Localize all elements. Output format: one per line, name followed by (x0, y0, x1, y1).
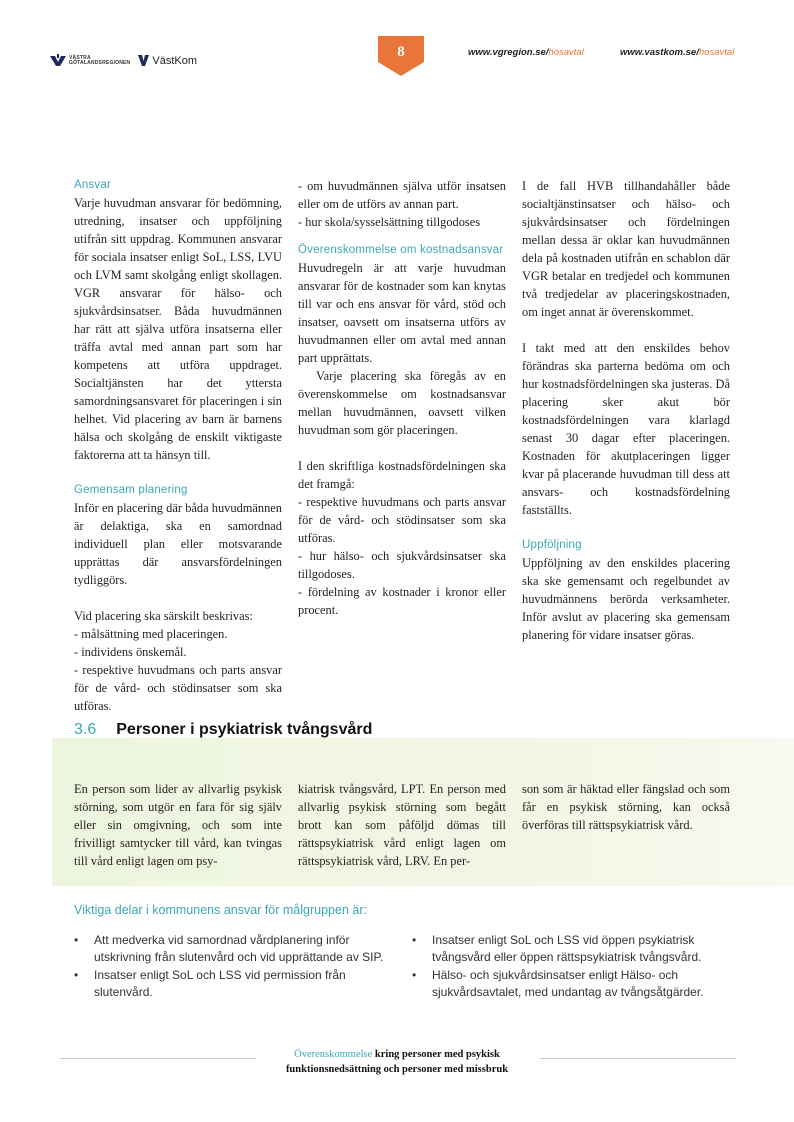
footer-title: Överenskommelse kring personer med psykisk funktionsnedsättning och personer med missbruk (285, 1049, 509, 1075)
important-list-right (412, 932, 732, 1002)
gemensam-planering-heading: Gemensam planering (74, 484, 188, 496)
page-number: 8 (397, 44, 405, 60)
vgr-flag-icon (50, 54, 66, 67)
list-item: - om huvudmännen själva utför insatsen eller om de utförs av annan part. (298, 179, 506, 211)
vastkom-logo-text: VästKom (152, 54, 198, 67)
list-item: - målsättning med placeringen. (74, 627, 228, 641)
vgregion-link[interactable]: www.vgregion.se/hosavtal (468, 47, 584, 58)
list-item: • Hälso- och sjukvårdsinsatser enligt Hälso- och sjukvårdsavtalet, med undantag av tvångsåtgärder. (412, 967, 732, 1001)
section-paragraph-col-3: son som är häktad eller fängslad och som får en psykisk störning, kan också överföras till rättspsykiatrisk vård. (522, 782, 730, 832)
list-item: - hur skola/sysselsättning tillgodoses (298, 215, 481, 229)
skriftliga-intro: I den skriftliga kostnadsfördelningen ska det framgå: (298, 459, 506, 491)
ansvar-paragraph: Varje huvudman ansvarar för bedömning, utredning, insatser och uppföljning utifrån sitt uppdrag. Kommunen ansvarar för sociala insatser enligt SoL, LSS, LVU och LVM samt skolgång enligt skollagen. VGR ansvarar för hälso- och sjukvårdsinsatser. Båda huvudmännen har rätt att själva utföra insatserna eller träffa avtal med annan part som har kompetens att utföra uppdraget. Socialtjänsten har det yttersta samordningsansvaret för placeringen i sin helhet. Vid placering av barn är barnens hälsa och skolgång de enskilt viktigaste faktorerna att ta hänsyn till. (74, 196, 282, 462)
list-item: - respektive huvudmans och parts ansvar för de vård- och stödinsatser som ska utföras. (74, 663, 282, 713)
takt-paragraph: I takt med att den enskildes behov förändras ska parterna bedöma om och hur kostnadsfördelningen ska justeras. Då placering sker akut bör kostnadsfördelningen vara klarlagd senast 30 dagar efter placeringen. Kostnaden för akutplaceringen ligger kvar på placerande huvudman till dess att ansvars- och kostnadsfördelning fastställts. (522, 341, 730, 517)
header-logos (50, 54, 197, 67)
important-heading: Viktiga delar i kommunens ansvar för målgruppen är: (74, 903, 367, 917)
list-item: - hur hälso- och sjukvårdsinsatser ska tillgodoses. (298, 549, 506, 581)
vastkom-link[interactable]: www.vastkom.se/hosavtal (620, 47, 735, 58)
gemensam-planering-paragraph: Inför en placering där båda huvudmännen är delaktiga, ska en samordnad individuell plan eller motsvarande upprättas där ansvarsfördelningen tydliggörs. (74, 501, 282, 587)
beskrivas-intro: Vid placering ska särskilt beskrivas: (74, 609, 253, 623)
section-title: Personer i psykiatrisk tvångsvård (116, 721, 373, 738)
column-1 (74, 177, 282, 715)
section-paragraph-col-1: En person som lider av allvarlig psykisk störning, som utgör en fara för sig själv eller sin omgivning, och som inte frivilligt samtycker till vård, kan tvingas till vård enligt lagen om psy- (74, 782, 282, 868)
section-number: 3.6 (74, 721, 97, 738)
section-paragraph-col-2: kiatrisk tvångsvård, LPT. En person med allvarlig psykisk störning som begått brott kan som påföljd dömas till rättspsykiatrisk vård enligt lagen om rättspsykiatrisk vård, LRV. En per- (298, 782, 506, 868)
vgr-logo-text: VÄSTRA GÖTALANDSREGIONEN (69, 54, 131, 66)
important-list-left (74, 932, 404, 1002)
vastkom-v-icon (138, 55, 149, 66)
ansvar-heading: Ansvar (74, 179, 111, 191)
list-item: • Att medverka vid samordnad vårdplanering inför utskrivning från slutenvård och vid upprättande av SIP. (74, 932, 404, 966)
list-item: - individens önskemål. (74, 645, 187, 659)
column-2 (298, 177, 506, 619)
overenskommelse-heading: Överenskommelse om kostnadsansvar (298, 244, 504, 256)
list-item: - fördelning av kostnader i kronor eller procent. (298, 585, 506, 617)
list-item: - respektive huvudmans och parts ansvar för de vård- och stödinsatser som ska utföras. (298, 495, 506, 545)
overenskommelse-paragraph-1: Huvudregeln är att varje huvudman ansvarar för de kostnader som kan knytas till var och ens ansvar för vård, stöd och insatser, oavsett om insatserna utförs av huvudmannen eller om avtal med annan part upprättats. (298, 261, 506, 365)
vastkom-logo (138, 55, 197, 67)
section-heading (74, 721, 372, 739)
overenskommelse-paragraph-2: Varje placering ska föregås av en överenskommelse om kostnadsansvar mellan huvudmännen, oavsett vilken huvudman som gör placeringen. (298, 369, 506, 437)
uppfoljning-paragraph: Uppföljning av den enskildes placering ska ske gemensamt och regelbundet av huvudmännens berörda verksamheter. Inför avslut av placering ska gemensam planering för vidare insatser göras. (522, 556, 730, 642)
uppfoljning-heading: Uppföljning (522, 539, 582, 551)
hvb-paragraph: I de fall HVB tillhandahåller både socialtjänstinsatser och hälso- och sjukvårdsinsatser och fördelningen mellan dessa är oklar kan huvudmännen dela på kostnaden utifrån en schablon där VGR betalar en tredjedel och kommunen två tredjedelar av placeringskostnaden, om inget annat är överenskommet. (522, 179, 730, 319)
column-3 (522, 177, 730, 644)
vgr-logo (50, 54, 130, 67)
list-item: • Insatser enligt SoL och LSS vid permission från slutenvård. (74, 967, 404, 1001)
page-number-badge (378, 36, 424, 76)
list-item: • Insatser enligt SoL och LSS vid öppen psykiatrisk tvångsvård eller öppen rättspsykiatrisk tvångsvård. (412, 932, 732, 966)
